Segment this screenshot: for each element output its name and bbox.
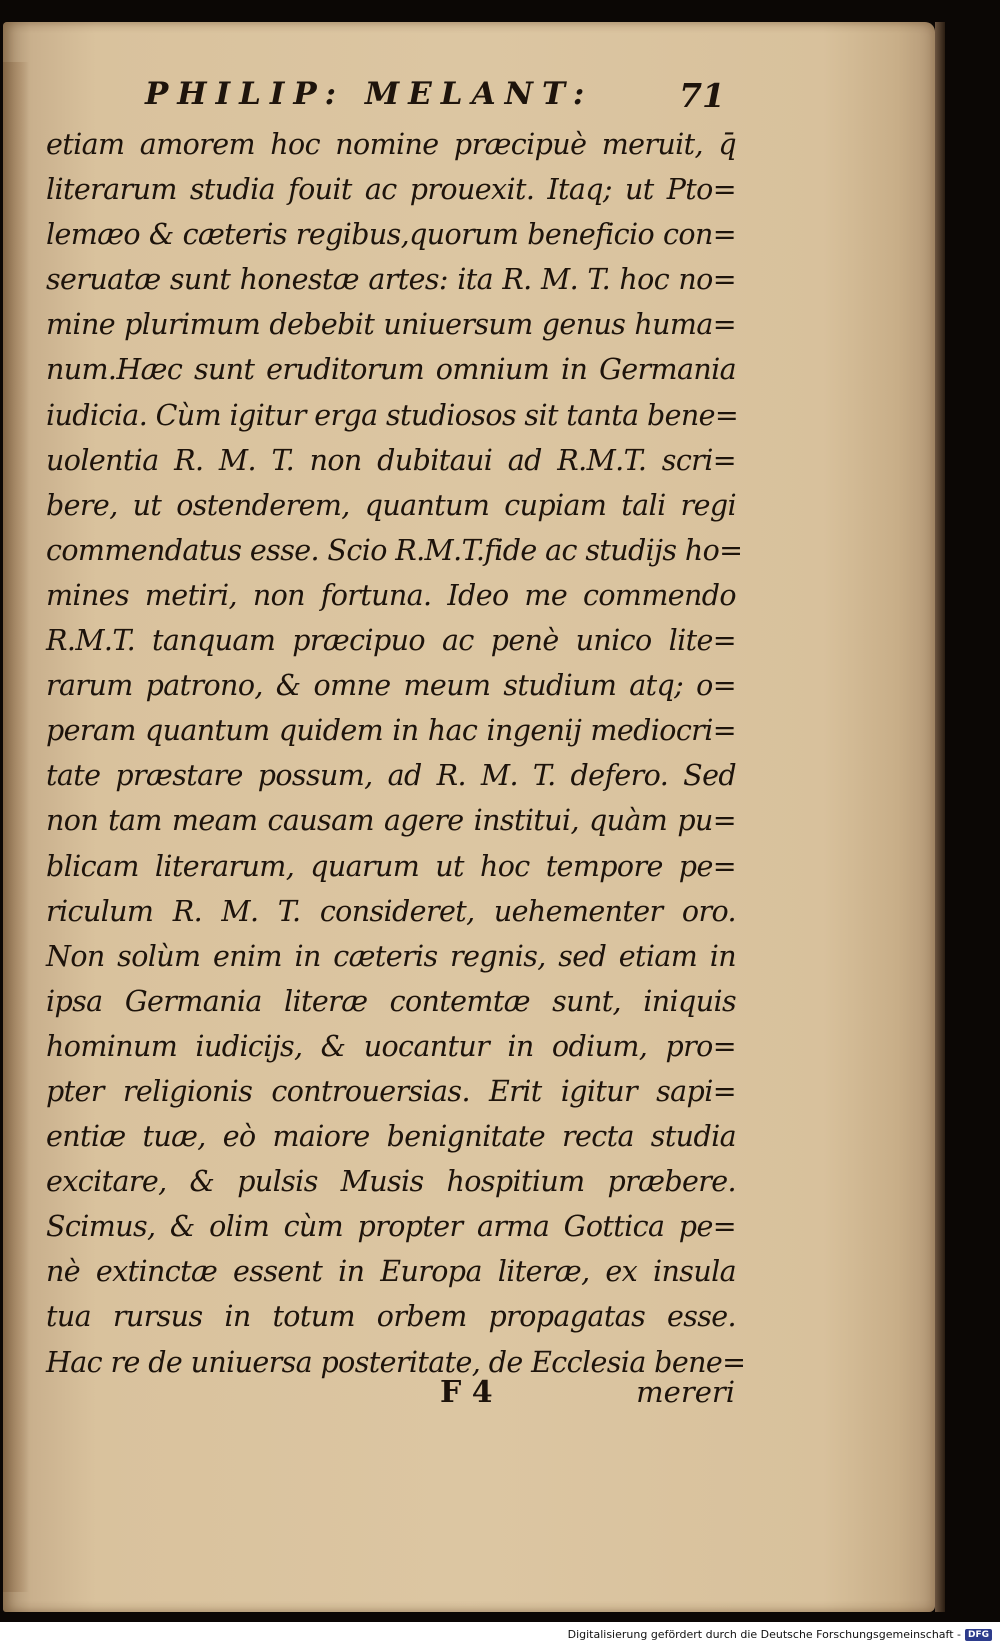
text-line: Scimus, & olim cùm propter arma Gottica pe= bbox=[46, 1210, 736, 1244]
text-line: riculum R. M. T. consideret, uehementer oro. bbox=[46, 894, 736, 928]
credit-text: Digitalisierung gefördert durch die Deutsche Forschungsgemeinschaft - bbox=[567, 1628, 961, 1641]
text-line: pter religionis controuersias. Erit igitur sapi= bbox=[46, 1074, 736, 1108]
text-line: Hac re de uniuersa posteritate, de Ecclesia bene= bbox=[46, 1345, 746, 1379]
text-line: entiæ tuæ, eò maiore benignitate recta studia bbox=[46, 1120, 736, 1154]
text-line: rarum patrono, & omne meum studium atq; o= bbox=[46, 669, 736, 703]
text-line: Non solùm enim in cæteris regnis, sed etiam in bbox=[46, 939, 736, 973]
text-line: literarum studia fouit ac prouexit. Itaq; ut Pto= bbox=[46, 173, 736, 207]
text-line: tate præstare possum, ad R. M. T. defero. Sed bbox=[46, 759, 736, 793]
page-header bbox=[145, 76, 725, 116]
text-line: hominum iudicijs, & uocantur in odium, pro= bbox=[46, 1029, 736, 1063]
page-number: 71 bbox=[679, 76, 725, 115]
page-edge bbox=[935, 22, 945, 1612]
page-footer bbox=[440, 1375, 735, 1419]
text-line: R.M.T. tanquam præcipuo ac penè unico lite= bbox=[46, 624, 736, 658]
text-line: bere, ut ostenderem, quantum cupiam tali regi bbox=[46, 488, 736, 522]
body-text bbox=[46, 122, 746, 1385]
text-line: mines metiri, non fortuna. Ideo me commendo bbox=[46, 578, 736, 612]
text-line: mine plurimum debebit uniuersum genus huma= bbox=[46, 308, 736, 342]
text-line: nè extinctæ essent in Europa literæ, ex insula bbox=[46, 1255, 736, 1289]
text-line: num.Hæc sunt eruditorum omnium in Germania bbox=[46, 353, 736, 387]
signature-mark: F 4 bbox=[440, 1375, 493, 1410]
running-title: PHILIP: MELANT: bbox=[145, 76, 594, 112]
text-line: uolentia R. M. T. non dubitaui ad R.M.T. scri= bbox=[46, 443, 736, 477]
catchword: mereri bbox=[636, 1375, 735, 1409]
text-line: iudicia. Cùm igitur erga studiosos sit tanta bene= bbox=[46, 398, 739, 432]
text-line: etiam amorem hoc nomine præcipuè meruit, q̄ bbox=[46, 128, 736, 161]
text-line: excitare, & pulsis Musis hospitium præbere. bbox=[46, 1165, 736, 1199]
digitization-credit bbox=[568, 1628, 992, 1641]
text-line: commendatus esse. Scio R.M.T.fide ac studijs ho= bbox=[46, 533, 743, 567]
text-line: non tam meam causam agere institui, quàm pu= bbox=[46, 804, 736, 838]
text-line: blicam literarum, quarum ut hoc tempore pe= bbox=[46, 849, 736, 883]
page-gutter-shadow bbox=[3, 62, 29, 1592]
dfg-logo: DFG bbox=[965, 1629, 992, 1641]
text-line: lemæo & cæteris regibus,quorum beneficio con= bbox=[46, 218, 736, 252]
text-line: tua rursus in totum orbem propagatas esse. bbox=[46, 1300, 736, 1334]
text-line: peram quantum quidem in hac ingenij mediocri= bbox=[46, 714, 736, 748]
text-line: ipsa Germania literæ contemtæ sunt, iniquis bbox=[46, 984, 736, 1018]
text-line: seruatæ sunt honestæ artes: ita R. M. T. hoc no= bbox=[46, 263, 736, 297]
